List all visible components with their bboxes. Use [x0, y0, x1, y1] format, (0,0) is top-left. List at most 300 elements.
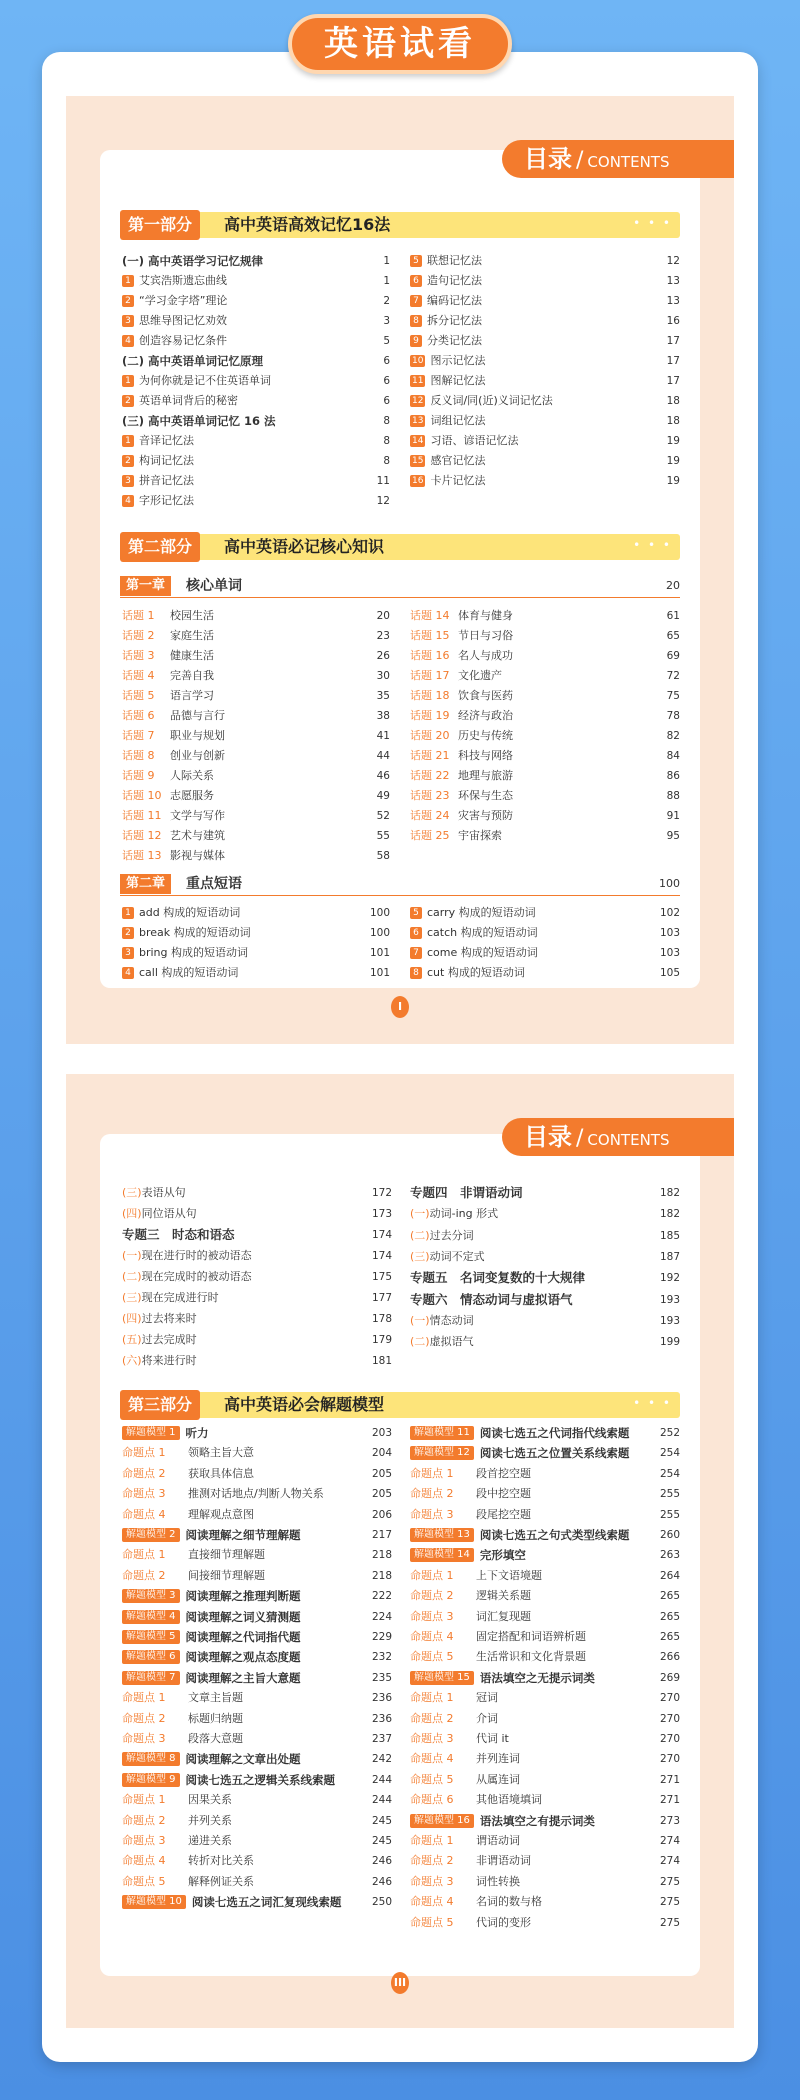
- toc-entry[interactable]: [410, 1485, 680, 1503]
- entry-topic: 命题点 2: [122, 1813, 166, 1827]
- entry-text: 过去将来时: [141, 1312, 197, 1325]
- toc-entry[interactable]: [122, 1184, 392, 1202]
- entry-order: (一): [410, 1207, 430, 1221]
- entry-page: 46: [376, 770, 390, 782]
- entry-page: 30: [376, 670, 390, 682]
- entry-model: 解题模型 11: [410, 1426, 474, 1440]
- toc-entry[interactable]: [410, 1269, 680, 1287]
- toc-entry[interactable]: [122, 1331, 392, 1349]
- toc-entry[interactable]: [122, 767, 390, 785]
- entry-text: 家庭生活: [170, 629, 214, 642]
- entry-number: 8: [410, 967, 422, 979]
- toc-entry[interactable]: [410, 667, 680, 685]
- entry-topic: 话题 3: [122, 649, 155, 662]
- toc-entry[interactable]: [410, 1291, 680, 1309]
- entry-order: (二): [410, 1335, 430, 1349]
- entry-topic: 命题点 4: [122, 1854, 166, 1868]
- entry-page: 13: [666, 275, 680, 287]
- toc-entry[interactable]: [410, 1424, 680, 1442]
- entry-page: 105: [659, 967, 680, 979]
- entry-text: 阅读七选五之位置关系线索题: [479, 1446, 630, 1461]
- entry-page: 242: [371, 1753, 392, 1766]
- entry-text: cut 构成的短语动词: [427, 966, 525, 979]
- entry-number: 16: [412, 476, 424, 486]
- entry-page: 175: [371, 1271, 392, 1283]
- toc-entry[interactable]: [122, 1205, 392, 1223]
- entry-topic: 话题 15: [410, 629, 450, 642]
- toc-entry[interactable]: [410, 1628, 680, 1646]
- entry-page: 5: [383, 335, 390, 347]
- toc-entry[interactable]: [122, 472, 390, 490]
- toc-entry[interactable]: [410, 747, 680, 765]
- toc-entry[interactable]: [410, 1648, 680, 1666]
- entry-page: 55: [376, 830, 390, 842]
- entry-text: 理解观点意图: [188, 1507, 254, 1521]
- toc-entry[interactable]: [410, 827, 680, 845]
- entry-text: 冠词: [476, 1691, 498, 1705]
- toc-entry[interactable]: [122, 1771, 392, 1789]
- toc-entry[interactable]: [410, 1465, 680, 1483]
- entry-page: 250: [371, 1896, 392, 1909]
- entry-page: 217: [371, 1529, 392, 1541]
- entry-text: 情态动词: [429, 1313, 474, 1327]
- entry-page: 236: [371, 1692, 392, 1705]
- toc-entry[interactable]: [410, 1791, 680, 1809]
- toc-entry[interactable]: [410, 767, 680, 785]
- entry-model: 解题模型 1: [122, 1426, 180, 1440]
- chapter2-header: [120, 874, 680, 896]
- toc-entry[interactable]: [410, 1184, 680, 1202]
- entry-number: 5: [410, 907, 422, 919]
- entry-text: 科技与网络: [458, 749, 513, 762]
- toc-entry[interactable]: [410, 332, 680, 350]
- entry-text: 阅读七选五之逻辑关系线索题: [185, 1772, 336, 1787]
- entry-page: 236: [371, 1712, 392, 1725]
- toc-entry[interactable]: [122, 827, 390, 845]
- entry-page: 100: [369, 927, 390, 939]
- toc-entry[interactable]: [410, 452, 680, 470]
- toc-entry[interactable]: [410, 292, 680, 310]
- chapter2-page: 100: [659, 877, 680, 890]
- entry-topic: 话题 17: [410, 669, 450, 682]
- toc-entry[interactable]: [122, 727, 390, 745]
- entry-number: 1: [122, 275, 134, 287]
- entry-topic: 话题 21: [410, 749, 450, 762]
- entry-page: 193: [659, 1293, 680, 1306]
- toc-entry[interactable]: [410, 392, 680, 410]
- entry-text: 并列关系: [188, 1813, 232, 1827]
- entry-page: 178: [371, 1313, 392, 1325]
- toc-entry[interactable]: [122, 1567, 392, 1585]
- entry-text: 段尾挖空题: [476, 1507, 531, 1521]
- entry-topic: 话题 1: [122, 609, 155, 622]
- entry-text: bring 构成的短语动词: [139, 946, 249, 959]
- entry-topic: 话题 11: [122, 809, 162, 822]
- toc-entry[interactable]: [122, 904, 390, 922]
- entry-text: 志愿服务: [170, 789, 214, 802]
- toc-entry[interactable]: [410, 1567, 680, 1585]
- toc-entry[interactable]: [122, 964, 390, 982]
- toc-entry[interactable]: [122, 707, 390, 725]
- toc-entry[interactable]: [410, 1333, 680, 1351]
- toc-entry[interactable]: [410, 1312, 680, 1330]
- toc-entry[interactable]: [122, 667, 390, 685]
- entry-topic: 命题点 6: [410, 1793, 454, 1807]
- entry-text: 段首挖空题: [476, 1466, 531, 1480]
- toc-entry[interactable]: [122, 787, 390, 805]
- entry-text: 英语单词背后的秘密: [139, 394, 238, 407]
- entry-number: 5: [410, 255, 422, 267]
- entry-topic: 命题点 3: [410, 1507, 454, 1521]
- toc-entry[interactable]: [410, 1227, 680, 1245]
- header-title: 英语试看: [288, 14, 512, 74]
- entry-order: (一): [122, 1249, 142, 1262]
- toc-entry[interactable]: [122, 1812, 392, 1830]
- toc-entry[interactable]: [122, 1289, 392, 1307]
- toc-entry[interactable]: [410, 1914, 680, 1932]
- toc-entry[interactable]: [122, 807, 390, 825]
- entry-topic: 话题 4: [122, 669, 155, 682]
- entry-text: 地理与旅游: [458, 769, 513, 782]
- toc-entry[interactable]: [410, 1546, 680, 1564]
- entry-topic: 命题点 3: [122, 1834, 166, 1847]
- entry-order: (二): [122, 1270, 142, 1283]
- toc-entry[interactable]: [410, 272, 680, 290]
- entry-topic: 命题点 1: [122, 1691, 166, 1705]
- entry-text: 完善自我: [170, 669, 214, 682]
- toc-entry[interactable]: [122, 312, 390, 330]
- entry-page: 246: [371, 1875, 392, 1888]
- toc-entry[interactable]: [410, 647, 680, 665]
- entry-topic: 命题点 5: [410, 1915, 454, 1929]
- entry-text: 阅读理解之观点态度题: [185, 1650, 301, 1665]
- entry-model: 解题模型 9: [122, 1773, 180, 1787]
- toc-entry[interactable]: [122, 1424, 392, 1442]
- toc-entry[interactable]: [122, 1852, 392, 1870]
- entry-text: 标题归纳题: [188, 1711, 243, 1725]
- entry-text: 饮食与医药: [458, 689, 513, 702]
- entry-page: 78: [666, 710, 680, 722]
- entry-text: 字形记忆法: [139, 494, 194, 507]
- toc-entry[interactable]: [122, 1689, 392, 1707]
- toc-entry[interactable]: [122, 1750, 392, 1768]
- toc-entry[interactable]: [122, 1648, 392, 1666]
- entry-page: 19: [666, 455, 680, 467]
- entry-page: 182: [659, 1208, 680, 1221]
- toc-entry[interactable]: [122, 607, 390, 625]
- entry-text: 词组记忆法: [430, 414, 486, 427]
- toc-entry[interactable]: [122, 1587, 392, 1605]
- toc-entry[interactable]: [122, 372, 390, 390]
- toc-entry[interactable]: [410, 1205, 680, 1223]
- entry-number: 4: [122, 335, 134, 347]
- entry-topic: 话题 18: [410, 689, 450, 702]
- toc-entry[interactable]: [122, 687, 390, 705]
- entry-page: 270: [659, 1712, 680, 1725]
- toc-entry[interactable]: [122, 1226, 392, 1244]
- toc-entry[interactable]: [122, 332, 390, 350]
- entry-text: 品德与言行: [170, 709, 225, 722]
- entry-model: 解题模型 8: [122, 1752, 180, 1766]
- toc-entry[interactable]: [122, 924, 390, 942]
- entry-number: 3: [122, 315, 134, 327]
- entry-text: 直接细节理解题: [188, 1548, 265, 1562]
- entry-page: 3: [383, 315, 390, 327]
- toc-entry[interactable]: [122, 292, 390, 310]
- toc-entry[interactable]: [122, 1791, 392, 1809]
- toc-entry[interactable]: [410, 924, 680, 942]
- toc-entry[interactable]: [122, 944, 390, 962]
- entry-text: 推测对话地点/判断人物关系: [188, 1487, 324, 1501]
- toc-entry[interactable]: [410, 1893, 680, 1911]
- entry-model: 解题模型 4: [122, 1610, 180, 1624]
- toc-entry[interactable]: [122, 432, 390, 450]
- entry-page: 174: [371, 1250, 392, 1262]
- part3-dots: • • •: [633, 1396, 672, 1410]
- entry-topic: 话题 14: [410, 609, 450, 622]
- entry-topic: 命题点 3: [410, 1874, 454, 1888]
- entry-page: 101: [369, 967, 390, 979]
- entry-text: 艺术与建筑: [170, 829, 225, 842]
- entry-topic: 话题 6: [122, 709, 155, 722]
- entry-page: 275: [659, 1896, 680, 1909]
- toc-entry[interactable]: [122, 392, 390, 410]
- entry-page: 274: [659, 1855, 680, 1868]
- entry-topic: 命题点 1: [410, 1466, 454, 1480]
- toc-entry[interactable]: [122, 1873, 392, 1891]
- toc-entry[interactable]: [410, 1852, 680, 1870]
- toc-entry[interactable]: [122, 1526, 392, 1544]
- entry-text: 现在进行时的被动语态: [141, 1249, 252, 1262]
- entry-heading: 专题六 情态动词与虚拟语气: [410, 1291, 573, 1307]
- entry-page: 103: [659, 927, 680, 939]
- toc-entry[interactable]: [122, 1444, 392, 1462]
- chapter1-title: 核心单词: [186, 578, 242, 594]
- toc-entry[interactable]: [122, 1628, 392, 1646]
- toc-entry[interactable]: [122, 1730, 392, 1748]
- toc-entry[interactable]: [410, 787, 680, 805]
- toc-entry[interactable]: [410, 1812, 680, 1830]
- entry-text: 编码记忆法: [427, 294, 482, 307]
- toc-entry[interactable]: [410, 607, 680, 625]
- entry-text: 递进关系: [188, 1834, 232, 1847]
- toc-entry[interactable]: [122, 452, 390, 470]
- entry-topic: 话题 9: [122, 769, 155, 782]
- entry-topic: 命题点 5: [410, 1772, 454, 1786]
- entry-text: 动词不定式: [429, 1249, 485, 1263]
- entry-topic: 命题点 1: [410, 1691, 454, 1705]
- entry-text: 校园生活: [170, 609, 214, 622]
- entry-text: carry 构成的短语动词: [427, 906, 536, 919]
- entry-page: 1: [383, 275, 390, 287]
- entry-number: 1: [122, 375, 134, 387]
- entry-page: 218: [371, 1549, 392, 1562]
- entry-text: 影视与媒体: [170, 849, 225, 862]
- entry-page: 8: [383, 415, 390, 427]
- entry-page: 6: [383, 355, 390, 367]
- toc-entry[interactable]: [122, 627, 390, 645]
- entry-topic: 命题点 5: [122, 1874, 166, 1888]
- entry-text: 音译记忆法: [139, 434, 194, 447]
- entry-number: 2: [122, 455, 134, 467]
- entry-page: 245: [371, 1835, 392, 1847]
- entry-topic: 命题点 1: [410, 1568, 454, 1582]
- toc-tab-1: [502, 140, 734, 178]
- entry-page: 205: [371, 1467, 392, 1480]
- entry-page: 265: [659, 1631, 680, 1643]
- toc-entry[interactable]: [122, 1352, 392, 1370]
- toc-entry[interactable]: [410, 1832, 680, 1850]
- toc-entry[interactable]: [410, 1248, 680, 1266]
- entry-page: 17: [666, 335, 680, 347]
- toc-entry[interactable]: [410, 1506, 680, 1524]
- entry-number: 4: [122, 495, 134, 507]
- toc-entry[interactable]: [410, 432, 680, 450]
- entry-page: 252: [659, 1427, 680, 1439]
- toc-entry[interactable]: [410, 944, 680, 962]
- toc-entry[interactable]: [122, 1485, 392, 1503]
- entry-page: 193: [659, 1314, 680, 1327]
- entry-text: 阅读理解之细节理解题: [185, 1528, 301, 1542]
- toc-entry[interactable]: [122, 352, 390, 370]
- entry-text: 阅读理解之代词指代题: [185, 1630, 301, 1644]
- entry-topic: 话题 2: [122, 629, 155, 642]
- chapter1-page: 20: [666, 579, 680, 592]
- toc-entry[interactable]: [410, 687, 680, 705]
- entry-text: 动词-ing 形式: [429, 1207, 499, 1221]
- toc-entry[interactable]: [122, 1608, 392, 1626]
- entry-model: 解题模型 15: [410, 1671, 474, 1685]
- entry-text: 虚拟语气: [429, 1335, 474, 1349]
- entry-text: (二) 高中英语单词记忆原理: [122, 354, 264, 368]
- toc-entry[interactable]: [122, 1546, 392, 1564]
- toc-entry[interactable]: [410, 412, 680, 430]
- toc-entry[interactable]: [410, 1526, 680, 1544]
- chapter1-header: [120, 576, 680, 598]
- entry-text: 为何你就是记不住英语单词: [139, 374, 271, 387]
- toc-entry[interactable]: [410, 1730, 680, 1748]
- entry-topic: 话题 20: [410, 729, 450, 742]
- entry-page: 229: [371, 1631, 392, 1643]
- entry-page: 179: [371, 1334, 392, 1346]
- part1-dots: • • •: [633, 216, 672, 230]
- toc-entry[interactable]: [410, 627, 680, 645]
- toc-entry[interactable]: [410, 1669, 680, 1687]
- toc-entry[interactable]: [122, 412, 390, 430]
- entry-text: 历史与传统: [458, 729, 513, 742]
- entry-topic: 话题 24: [410, 809, 450, 822]
- toc-entry[interactable]: [410, 352, 680, 370]
- toc-entry[interactable]: [410, 372, 680, 390]
- toc-entry[interactable]: [410, 1750, 680, 1768]
- entry-text: 灾害与预防: [458, 809, 513, 822]
- entry-text: 创造容易记忆条件: [139, 334, 227, 347]
- entry-page: 266: [659, 1651, 680, 1664]
- entry-text: 过去完成时: [141, 1333, 197, 1346]
- toc-entry[interactable]: [410, 904, 680, 922]
- entry-number: 2: [122, 395, 134, 407]
- entry-page: 246: [371, 1855, 392, 1868]
- entry-topic: 命题点 2: [122, 1568, 166, 1582]
- toc-entry[interactable]: [410, 1771, 680, 1789]
- toc-entry[interactable]: [122, 492, 390, 510]
- entry-model: 解题模型 2: [122, 1528, 180, 1542]
- toc-entry[interactable]: [410, 252, 680, 270]
- entry-topic: 话题 25: [410, 829, 450, 842]
- chapter2-label: 第二章: [120, 874, 171, 894]
- entry-page: 172: [371, 1187, 392, 1199]
- toc-entry[interactable]: [410, 1710, 680, 1728]
- entry-topic: 命题点 2: [410, 1711, 454, 1725]
- entry-page: 255: [659, 1508, 680, 1521]
- toc-entry[interactable]: [122, 252, 390, 270]
- entry-text: 阅读理解之主旨大意题: [185, 1670, 301, 1685]
- toc-entry[interactable]: [410, 727, 680, 745]
- toc-entry[interactable]: [122, 1506, 392, 1524]
- entry-text: 卡片记忆法: [430, 474, 486, 487]
- entry-page: 265: [659, 1610, 680, 1623]
- entry-text: 宇宙探索: [458, 829, 502, 842]
- toc-entry[interactable]: [410, 964, 680, 982]
- entry-topic: 命题点 1: [410, 1834, 454, 1847]
- entry-text: 反义词/同(近)义词记忆法: [430, 394, 553, 407]
- entry-number: 13: [412, 416, 424, 426]
- toc-entry[interactable]: [410, 312, 680, 330]
- toc-entry[interactable]: [410, 1873, 680, 1891]
- toc-entry[interactable]: [410, 1689, 680, 1707]
- toc-entry[interactable]: [122, 1710, 392, 1728]
- part3-banner: [120, 1392, 680, 1418]
- entry-text: 并列连词: [476, 1752, 520, 1766]
- toc-entry[interactable]: [410, 807, 680, 825]
- entry-page: 18: [666, 415, 680, 427]
- toc-en: CONTENTS: [587, 153, 670, 171]
- toc-entry[interactable]: [122, 847, 390, 865]
- chapter2-title: 重点短语: [186, 876, 242, 892]
- toc-entry[interactable]: [410, 1608, 680, 1626]
- toc-entry[interactable]: [122, 1893, 392, 1911]
- entry-text: 过去分词: [429, 1228, 474, 1242]
- entry-text: 表语从句: [141, 1186, 186, 1199]
- toc-entry[interactable]: [122, 1247, 392, 1265]
- toc-entry[interactable]: [122, 1310, 392, 1328]
- toc-entry[interactable]: [122, 1832, 392, 1850]
- entry-page: 13: [666, 295, 680, 307]
- toc-entry[interactable]: [122, 1465, 392, 1483]
- entry-text: 艾宾浩斯遗忘曲线: [139, 274, 227, 287]
- toc-entry[interactable]: [122, 1669, 392, 1687]
- toc-entry[interactable]: [122, 272, 390, 290]
- toc-entry[interactable]: [410, 707, 680, 725]
- toc-tab-2: [502, 1118, 734, 1156]
- toc-entry[interactable]: [122, 1268, 392, 1286]
- toc-entry[interactable]: [122, 747, 390, 765]
- entry-topic: 话题 7: [122, 729, 155, 742]
- toc-entry[interactable]: [410, 472, 680, 490]
- entry-topic: 命题点 2: [122, 1711, 166, 1725]
- toc-entry[interactable]: [122, 647, 390, 665]
- toc-entry[interactable]: [410, 1587, 680, 1605]
- toc-entry[interactable]: [410, 1444, 680, 1462]
- entry-text: 逻辑关系题: [476, 1589, 531, 1603]
- entry-text: 习语、谚语记忆法: [430, 434, 519, 447]
- entry-text: 环保与生态: [458, 789, 513, 802]
- entry-page: 232: [371, 1651, 392, 1664]
- entry-number: 7: [410, 947, 422, 959]
- entry-text: come 构成的短语动词: [427, 946, 538, 959]
- entry-page: 17: [666, 375, 680, 387]
- entry-text: 上下文语境题: [476, 1568, 542, 1582]
